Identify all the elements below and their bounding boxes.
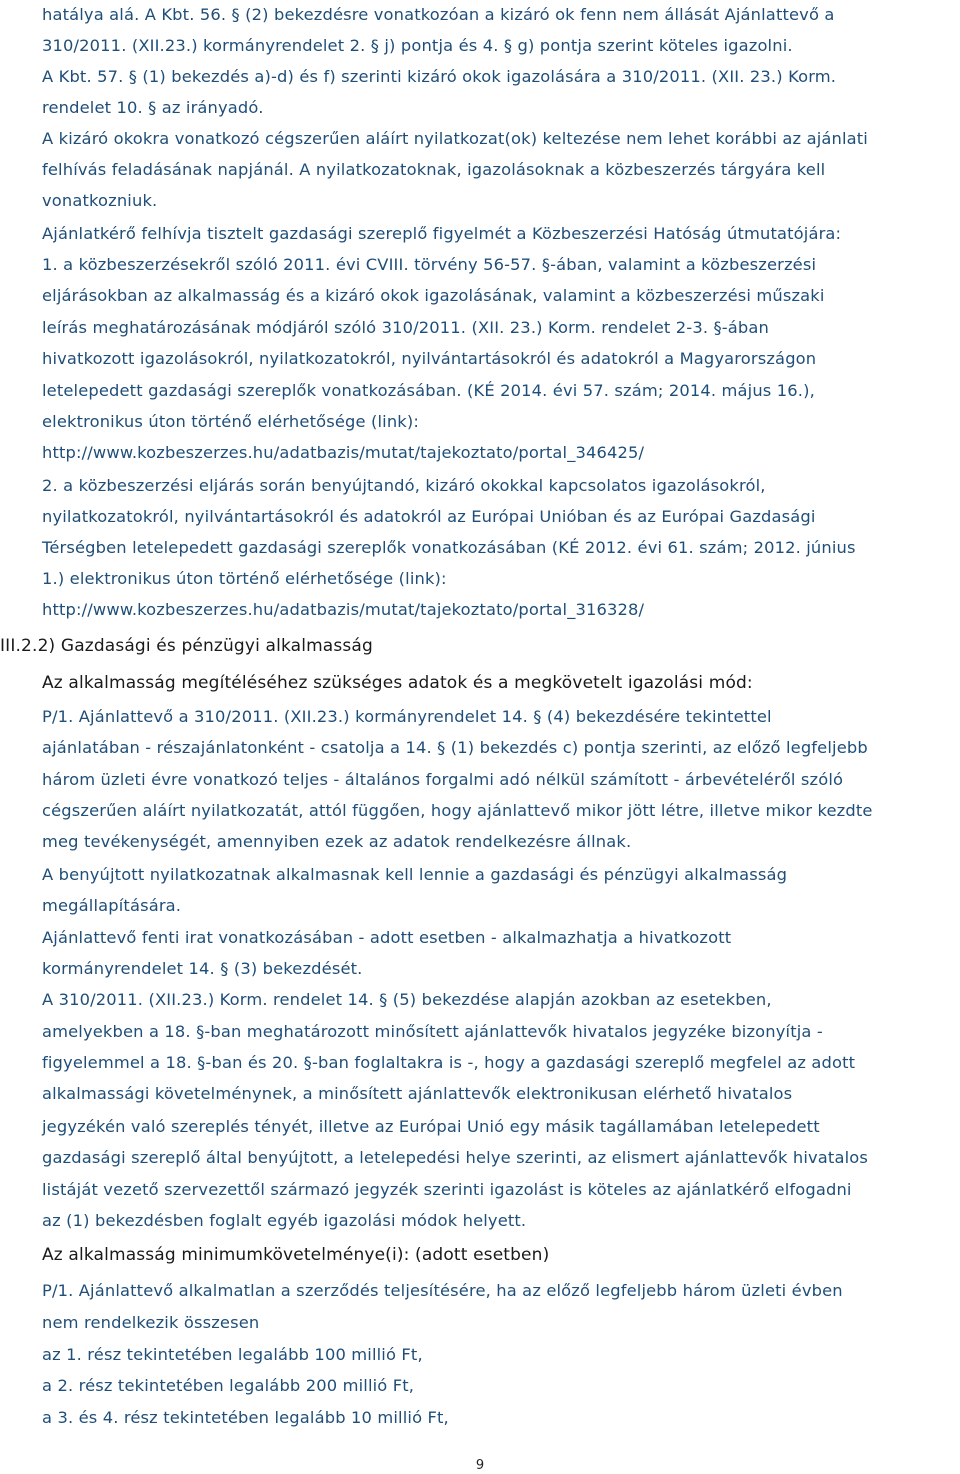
paragraph-line: kormányrendelet 14. § (3) bekezdését. <box>42 959 363 978</box>
paragraph-line: A Kbt. 57. § (1) bekezdés a)-d) és f) szerinti kizáró okok igazolására a 310/2011. (XII. 23.) Korm. <box>42 67 837 86</box>
paragraph-line: Ajánlatkérő felhívja tisztelt gazdasági szereplő figyelmét a Közbeszerzési Hatóság útmutatójára: <box>42 224 842 243</box>
paragraph-line: leírás meghatározásának módjáról szóló 310/2011. (XII. 23.) Korm. rendelet 2-3. §-ában <box>42 318 769 337</box>
link-text: http://www.kozbeszerzes.hu/adatbazis/mutat/tajekoztato/portal_316328/ <box>42 600 645 619</box>
paragraph-line: Térségben letelepedett gazdasági szereplők vonatkozásában (KÉ 2012. évi 61. szám; 2012. június <box>42 538 856 557</box>
paragraph-line: 310/2011. (XII.23.) kormányrendelet 2. § j) pontja és 4. § g) pontja szerint köteles igazolni. <box>42 36 793 55</box>
section-heading: III.2.2) Gazdasági és pénzügyi alkalmasság <box>0 636 373 656</box>
paragraph-line: megállapítására. <box>42 896 182 915</box>
paragraph-line: az (1) bekezdésben foglalt egyéb igazolási módok helyett. <box>42 1211 527 1230</box>
paragraph-line: a 2. rész tekintetében legalább 200 millió Ft, <box>42 1376 415 1395</box>
paragraph-line: figyelemmel a 18. §-ban és 20. §-ban foglaltakra is -, hogy a gazdasági szereplő megfelel az adott <box>42 1053 856 1072</box>
paragraph-line: A benyújtott nyilatkozatnak alkalmasnak kell lennie a gazdasági és pénzügyi alkalmasság <box>42 865 788 884</box>
paragraph-line: eljárásokban az alkalmasság és a kizáró okok igazolásának, valamint a közbeszerzési műszaki <box>42 286 825 305</box>
subheading: Az alkalmasság megítéléséhez szükséges adatok és a megkövetelt igazolási mód: <box>42 673 753 693</box>
paragraph-line: hivatkozott igazolásokról, nyilatkozatokról, nyilvántartásokról és adatokról a Magyarországon <box>42 349 817 368</box>
paragraph-line: jegyzékén való szereplés tényét, illetve az Európai Unió egy másik tagállamában letelepedett <box>42 1117 820 1136</box>
paragraph-line: három üzleti évre vonatkozó teljes - általános forgalmi adó nélkül számított - árbevételéről szóló <box>42 770 844 789</box>
paragraph-line: Ajánlattevő fenti irat vonatkozásában - adott esetben - alkalmazhatja a hivatkozott <box>42 928 732 947</box>
paragraph-line: gazdasági szereplő által benyújtott, a letelepedési helye szerinti, az elismert ajánlattevők hivatalos <box>42 1148 869 1167</box>
subheading: Az alkalmasság minimumkövetelménye(i): (adott esetben) <box>42 1245 550 1265</box>
paragraph-line: amelyekben a 18. §-ban meghatározott minősített ajánlattevők hivatalos jegyzéke bizonyítja - <box>42 1022 823 1041</box>
paragraph-line: vonatkozniuk. <box>42 191 158 210</box>
paragraph-line: felhívás feladásának napjánál. A nyilatkozatoknak, igazolásoknak a közbeszerzés tárgyára kell <box>42 160 826 179</box>
paragraph-line: az 1. rész tekintetében legalább 100 millió Ft, <box>42 1345 423 1364</box>
paragraph-line: 2. a közbeszerzési eljárás során benyújtandó, kizáró okokkal kapcsolatos igazolásokról, <box>42 476 766 495</box>
paragraph-line: A 310/2011. (XII.23.) Korm. rendelet 14. § (5) bekezdése alapján azokban az esetekben, <box>42 990 772 1009</box>
paragraph-line: nem rendelkezik összesen <box>42 1313 260 1332</box>
paragraph-line: hatálya alá. A Kbt. 56. § (2) bekezdésre vonatkozóan a kizáró ok fenn nem állását Ajánlattevő a <box>42 5 835 24</box>
link-text: http://www.kozbeszerzes.hu/adatbazis/mutat/tajekoztato/portal_346425/ <box>42 443 645 462</box>
paragraph-line: rendelet 10. § az irányadó. <box>42 98 264 117</box>
paragraph-line: P/1. Ajánlattevő alkalmatlan a szerződés teljesítésére, ha az előző legfeljebb három üzleti évben <box>42 1281 843 1300</box>
paragraph-line: listáját vezető szervezettől származó jegyzék szerinti igazolást is köteles az ajánlatkérő elfogadni <box>42 1180 852 1199</box>
paragraph-line: letelepedett gazdasági szereplők vonatkozásában. (KÉ 2014. évi 57. szám; 2014. május 16.), <box>42 381 815 400</box>
paragraph-line: alkalmassági követelménynek, a minősített ajánlattevők elektronikusan elérhető hivatalos <box>42 1084 793 1103</box>
paragraph-line: ajánlatában - részajánlatonként - csatolja a 14. § (1) bekezdés c) pontja szerinti, az előző legfeljebb <box>42 738 868 757</box>
paragraph-line: a 3. és 4. rész tekintetében legalább 10 millió Ft, <box>42 1408 449 1427</box>
paragraph-line: P/1. Ajánlattevő a 310/2011. (XII.23.) kormányrendelet 14. § (4) bekezdésére tekintettel <box>42 707 772 726</box>
paragraph-line: meg tevékenységét, amennyiben ezek az adatok rendelkezésre állnak. <box>42 832 632 851</box>
paragraph-line: nyilatkozatokról, nyilvántartásokról és adatokról az Európai Unióban és az Európai Gazdasági <box>42 507 816 526</box>
paragraph-line: A kizáró okokra vonatkozó cégszerűen aláírt nyilatkozat(ok) keltezése nem lehet korábbi az ajánlati <box>42 129 868 148</box>
paragraph-line: cégszerűen aláírt nyilatkozatát, attól függően, hogy ajánlattevő mikor jött létre, illetve mikor kezdte <box>42 801 873 820</box>
paragraph-line: 1. a közbeszerzésekről szóló 2011. évi CVIII. törvény 56-57. §-ában, valamint a közbeszerzési <box>42 255 817 274</box>
paragraph-line: 1.) elektronikus úton történő elérhetősége (link): <box>42 569 447 588</box>
paragraph-line: elektronikus úton történő elérhetősége (link): <box>42 412 420 431</box>
page-number: 9 <box>475 1458 485 1473</box>
